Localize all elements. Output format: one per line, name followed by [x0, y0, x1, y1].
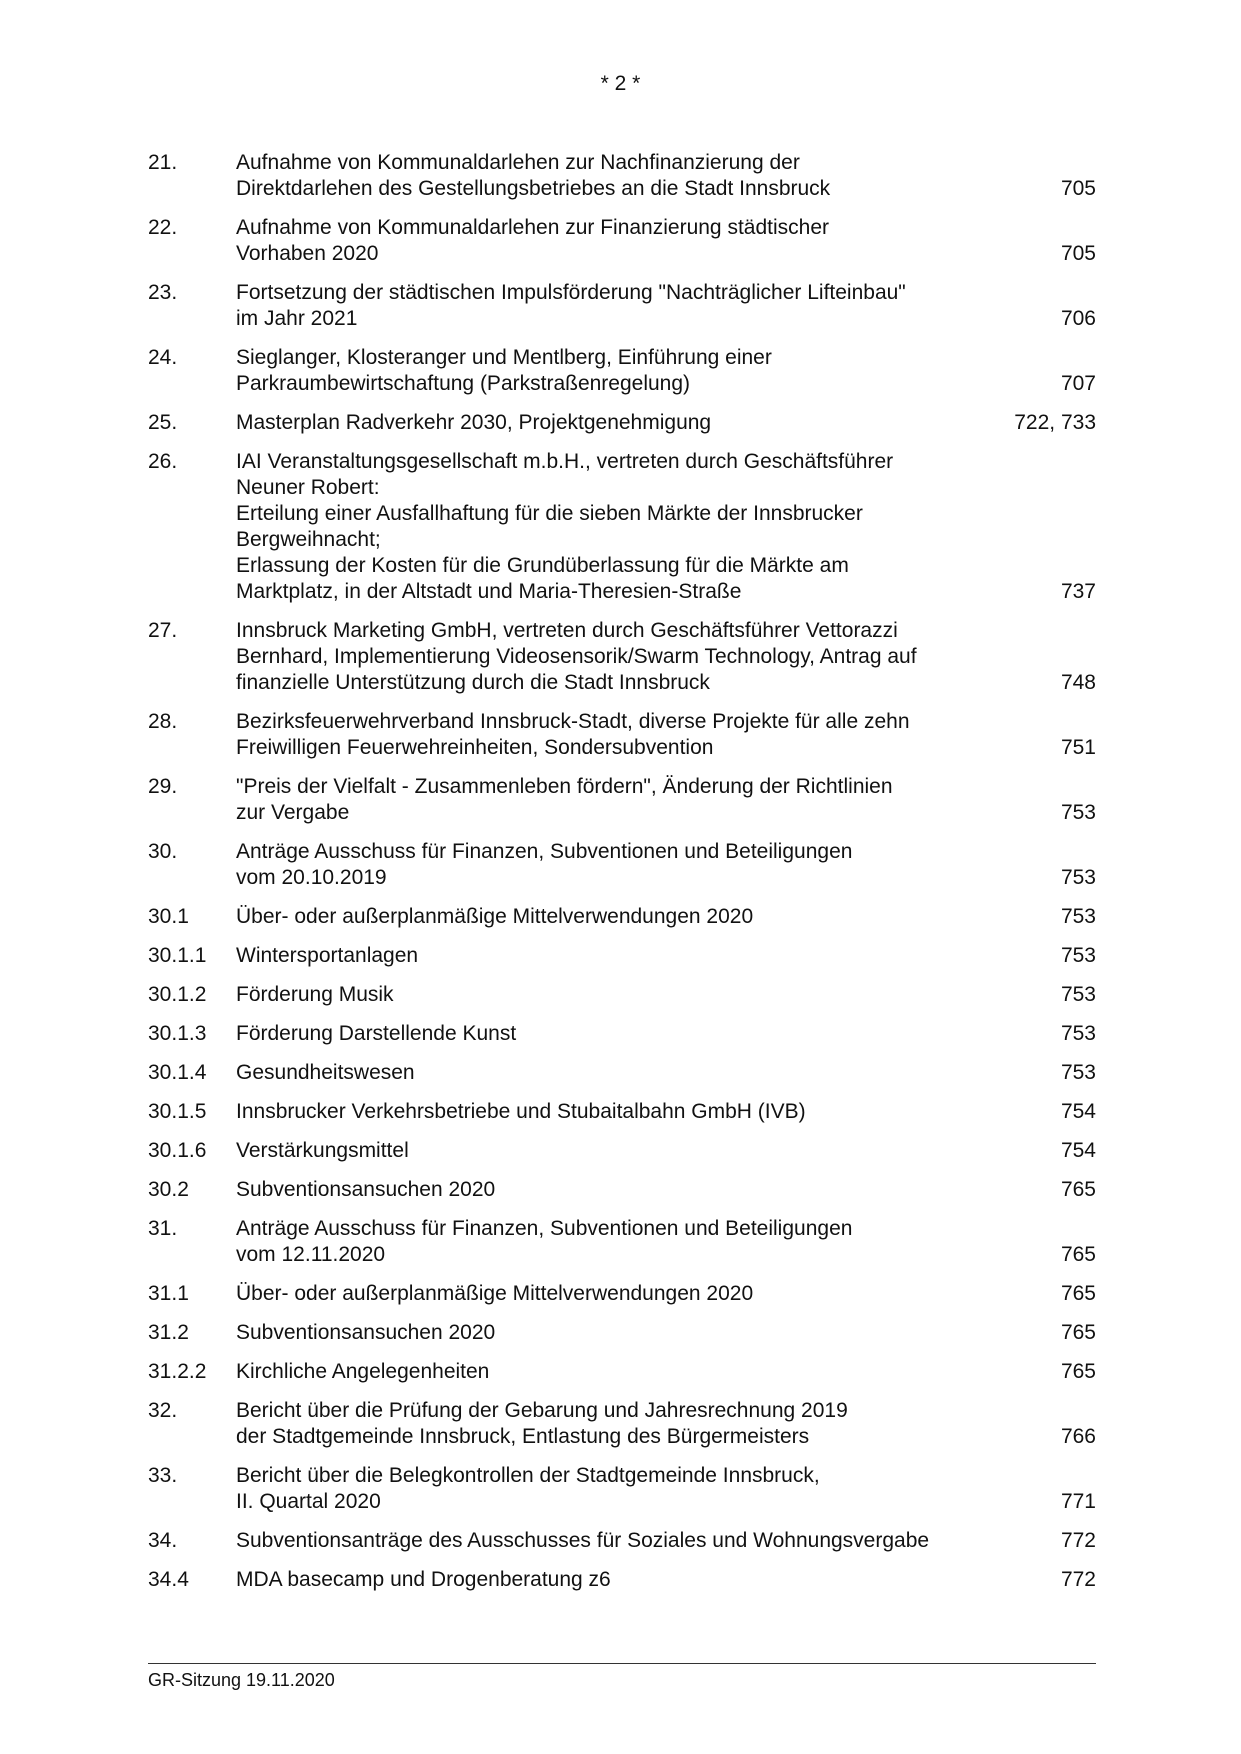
toc-entry [148, 1216, 1096, 1268]
toc-entry-title: Wintersportanlagen [236, 944, 419, 967]
toc-entry-number: 32. [148, 1399, 178, 1422]
toc-entry-title: Anträge Ausschuss für Finanzen, Subventionen und Beteiligungen vom 12.11.2020 [236, 1217, 853, 1266]
toc-entry-number: 30.1.1 [148, 944, 207, 967]
toc-entry-page: 765 [1060, 1178, 1096, 1201]
toc-entry-title: Subventionsansuchen 2020 [236, 1178, 496, 1201]
toc-entry [148, 345, 1096, 397]
toc-entry-page: 753 [1060, 944, 1096, 967]
toc-entry-page: 765 [1060, 1282, 1096, 1305]
toc-entry-title: Bericht über die Belegkontrollen der Stadtgemeinde Innsbruck, II. Quartal 2020 [236, 1464, 820, 1513]
toc-entry-page: 705 [1060, 177, 1096, 200]
toc-entry [148, 839, 1096, 891]
toc-entry-number: 21. [148, 151, 178, 174]
toc-entry-number: 29. [148, 775, 178, 798]
toc-entry-page: 751 [1060, 736, 1096, 759]
toc-entry-title: Innsbrucker Verkehrsbetriebe und Stubaitalbahn GmbH (IVB) [236, 1100, 806, 1123]
toc-entry-title: Bezirksfeuerwehrverband Innsbruck-Stadt, diverse Projekte für alle zehn Freiwilligen Feuerwehreinheiten, Sondersubvention [236, 710, 910, 759]
page-number: * 2 * [600, 72, 641, 95]
toc-entry-number: 34.4 [148, 1568, 189, 1591]
toc-entry-title: Masterplan Radverkehr 2030, Projektgenehmigung [236, 411, 712, 434]
toc-entry-title: Über- oder außerplanmäßige Mittelverwendungen 2020 [236, 905, 754, 928]
toc-entry-number: 26. [148, 450, 178, 473]
toc-entry-number: 25. [148, 411, 178, 434]
footer-session-date: GR-Sitzung 19.11.2020 [148, 1670, 335, 1690]
toc-entry-title: Förderung Musik [236, 983, 394, 1006]
toc-entry-title: Bericht über die Prüfung der Gebarung und Jahresrechnung 2019 der Stadtgemeinde Innsbruck, Entlastung des Bürgermeisters [236, 1399, 848, 1448]
toc-entry-number: 30.1 [148, 905, 189, 928]
toc-entry-number: 31.1 [148, 1282, 189, 1305]
toc-entry-page: 772 [1060, 1529, 1096, 1552]
toc-entry-number: 30.1.6 [148, 1139, 207, 1162]
toc-entry [148, 1398, 1096, 1450]
toc-entry-page: 722, 733 [1014, 411, 1096, 434]
toc-entry [148, 1177, 1096, 1203]
toc-entry [148, 1463, 1096, 1515]
toc-entry [148, 709, 1096, 761]
toc-entry [148, 1099, 1096, 1125]
toc-entry-title: "Preis der Vielfalt - Zusammenleben fördern", Änderung der Richtlinien zur Vergabe [236, 775, 893, 824]
toc-entry-number: 30.1.5 [148, 1100, 207, 1123]
toc-entry-title: Fortsetzung der städtischen Impulsförderung "Nachträglicher Lifteinbau" im Jahr 2021 [236, 281, 906, 330]
toc-entry-number: 33. [148, 1464, 178, 1487]
toc-entry [148, 982, 1096, 1008]
toc-entry-page: 753 [1060, 1022, 1096, 1045]
toc-entry-number: 30.1.3 [148, 1022, 207, 1045]
toc-entry-page: 753 [1060, 866, 1096, 889]
toc-entry-title: IAI Veranstaltungsgesellschaft m.b.H., vertreten durch Geschäftsführer Neuner Robert: Erteilung einer Ausfallhaftung für die sieben Märkte der Innsbrucker Bergweihnacht; Erlassung der Kosten für die Grundüberlassung für die Märkte am Marktplatz, in der Altstadt und Maria-Theresien-Straße [236, 450, 894, 603]
toc-entry-title: Gesundheitswesen [236, 1061, 415, 1084]
toc-entry-page: 705 [1060, 242, 1096, 265]
toc-entry-page: 765 [1060, 1321, 1096, 1344]
toc-entry-page: 766 [1060, 1425, 1096, 1448]
toc-entry-title: MDA basecamp und Drogenberatung z6 [236, 1568, 611, 1591]
toc-entry-number: 27. [148, 619, 178, 642]
toc-entry-page: 754 [1060, 1100, 1096, 1123]
toc-entry-title: Anträge Ausschuss für Finanzen, Subventionen und Beteiligungen vom 20.10.2019 [236, 840, 853, 889]
toc-entry-title: Innsbruck Marketing GmbH, vertreten durch Geschäftsführer Vettorazzi Bernhard, Implementierung Videosensorik/Swarm Technology, Antrag auf finanzielle Unterstützung durch die Stadt Innsbruck [236, 619, 917, 694]
toc-entry-number: 22. [148, 216, 178, 239]
toc-entry [148, 904, 1096, 930]
toc-entry-title: Subventionsanträge des Ausschusses für Soziales und Wohnungsvergabe [236, 1529, 930, 1552]
toc-entry-title: Aufnahme von Kommunaldarlehen zur Finanzierung städtischer Vorhaben 2020 [236, 216, 829, 265]
toc-entry [148, 1567, 1096, 1593]
toc-entry-page: 748 [1060, 671, 1096, 694]
toc-entry [148, 1281, 1096, 1307]
toc-entry-title: Aufnahme von Kommunaldarlehen zur Nachfinanzierung der Direktdarlehen des Gestellungsbetriebes an die Stadt Innsbruck [236, 151, 831, 200]
toc-entry-title: Förderung Darstellende Kunst [236, 1022, 517, 1045]
toc-entry-number: 30.1.2 [148, 983, 207, 1006]
toc-entry-page: 737 [1060, 580, 1096, 603]
toc-entry-page: 765 [1060, 1360, 1096, 1383]
toc-entry-page: 771 [1060, 1490, 1096, 1513]
toc-entry-number: 31.2 [148, 1321, 189, 1344]
toc-entry-page: 753 [1060, 1061, 1096, 1084]
toc-entry-number: 31. [148, 1217, 178, 1240]
toc-entry [148, 1060, 1096, 1086]
toc-entry-number: 28. [148, 710, 178, 733]
toc-entry-page: 706 [1060, 307, 1096, 330]
toc-entry-page: 765 [1060, 1243, 1096, 1266]
toc-entry-title: Über- oder außerplanmäßige Mittelverwendungen 2020 [236, 1282, 754, 1305]
toc-entry-title: Subventionsansuchen 2020 [236, 1321, 496, 1344]
toc-entry [148, 1359, 1096, 1385]
toc-entry-page: 753 [1060, 905, 1096, 928]
toc-entry-title: Kirchliche Angelegenheiten [236, 1360, 490, 1383]
toc-entry [148, 1320, 1096, 1346]
toc-entry-title: Verstärkungsmittel [236, 1139, 409, 1162]
toc-entry-number: 30. [148, 840, 178, 863]
footer-divider [148, 1663, 1096, 1664]
table-of-contents [148, 150, 1096, 1606]
toc-entry-page: 707 [1060, 372, 1096, 395]
toc-entry-number: 24. [148, 346, 178, 369]
toc-entry [148, 1138, 1096, 1164]
toc-entry [148, 410, 1096, 436]
toc-entry [148, 1528, 1096, 1554]
toc-entry [148, 943, 1096, 969]
toc-entry-title: Sieglanger, Klosteranger und Mentlberg, Einführung einer Parkraumbewirtschaftung (Parkstraßenregelung) [236, 346, 772, 395]
toc-entry [148, 449, 1096, 605]
toc-entry-page: 753 [1060, 983, 1096, 1006]
toc-entry [148, 150, 1096, 202]
toc-entry-number: 31.2.2 [148, 1360, 207, 1383]
toc-entry [148, 618, 1096, 696]
toc-entry [148, 215, 1096, 267]
toc-entry-page: 753 [1060, 801, 1096, 824]
toc-entry-number: 30.1.4 [148, 1061, 207, 1084]
toc-entry-page: 772 [1060, 1568, 1096, 1591]
toc-entry [148, 280, 1096, 332]
toc-entry-page: 754 [1060, 1139, 1096, 1162]
toc-entry [148, 774, 1096, 826]
toc-entry-number: 34. [148, 1529, 178, 1552]
toc-entry-number: 30.2 [148, 1178, 189, 1201]
toc-entry [148, 1021, 1096, 1047]
toc-entry-number: 23. [148, 281, 178, 304]
